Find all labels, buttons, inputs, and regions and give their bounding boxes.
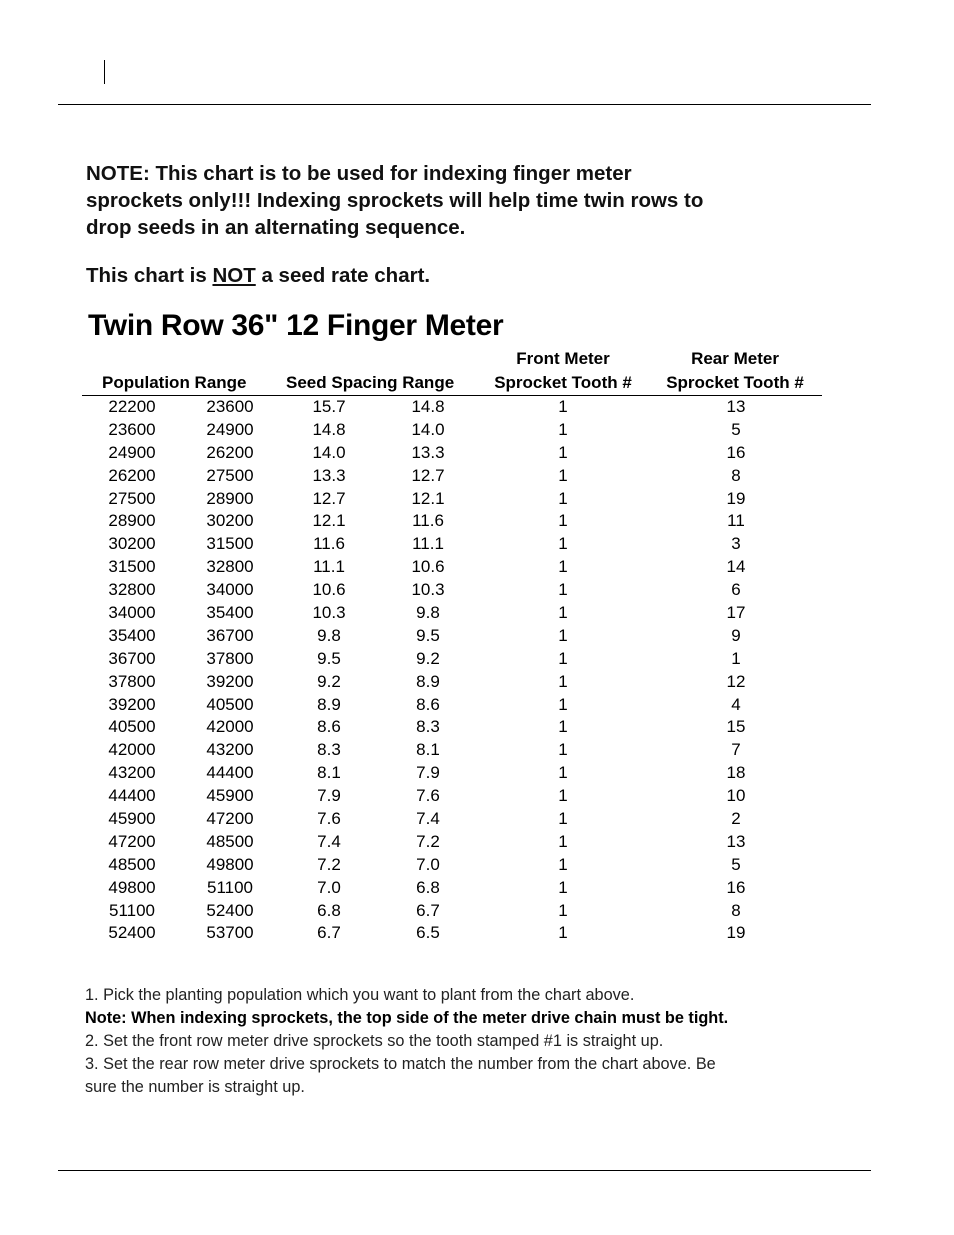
cell-population-high: 37800 (206, 648, 254, 668)
cell-front-tooth: 1 (558, 854, 568, 874)
cell-population-high: 53700 (206, 923, 254, 943)
cell-spacing-low: 9.5 (416, 625, 440, 645)
header-tick (104, 60, 105, 84)
table-row (0, 900, 954, 923)
cell-population-high: 31500 (206, 534, 254, 554)
cell-population-low: 28900 (108, 511, 156, 531)
cell-front-tooth: 1 (558, 603, 568, 623)
cell-population-high: 49800 (206, 854, 254, 874)
cell-population-low: 36700 (108, 648, 156, 668)
cell-population-low: 45900 (108, 809, 156, 829)
seed-rate-pre: This chart is (86, 264, 213, 287)
cell-rear-tooth: 19 (726, 923, 746, 943)
cell-population-high: 42000 (206, 717, 254, 737)
cell-population-low: 44400 (108, 786, 156, 806)
cell-population-high: 52400 (206, 900, 254, 920)
cell-population-low: 31500 (108, 557, 156, 577)
cell-spacing-low: 6.7 (416, 900, 440, 920)
cell-front-tooth: 1 (558, 557, 568, 577)
cell-population-low: 48500 (108, 854, 156, 874)
footer-rule (58, 1170, 871, 1171)
cell-spacing-low: 9.2 (416, 648, 440, 668)
cell-rear-tooth: 3 (731, 534, 741, 554)
cell-population-high: 47200 (206, 809, 254, 829)
table-row (0, 556, 954, 579)
cell-population-high: 44400 (206, 763, 254, 783)
cell-population-high: 28900 (206, 488, 254, 508)
cell-population-low: 42000 (108, 740, 156, 760)
cell-spacing-high: 7.6 (317, 809, 341, 829)
table-row (0, 533, 954, 556)
cell-spacing-high: 12.1 (312, 511, 346, 531)
table-row (0, 854, 954, 877)
table-row (0, 922, 954, 945)
cell-spacing-low: 14.0 (411, 419, 445, 439)
header-population-range: Population Range (102, 373, 247, 392)
cell-population-high: 34000 (206, 580, 254, 600)
table-row (0, 419, 954, 442)
cell-spacing-low: 8.3 (416, 717, 440, 737)
cell-spacing-high: 7.4 (317, 831, 341, 851)
cell-population-low: 51100 (108, 900, 155, 920)
cell-population-high: 45900 (206, 786, 254, 806)
cell-spacing-low: 14.8 (411, 397, 445, 416)
cell-population-low: 52400 (108, 923, 156, 943)
cell-rear-tooth: 8 (731, 900, 741, 920)
cell-spacing-high: 10.6 (312, 580, 346, 600)
cell-spacing-high: 9.8 (317, 625, 341, 645)
chart-title: Twin Row 36" 12 Finger Meter (88, 309, 504, 342)
cell-population-low: 23600 (108, 419, 156, 439)
cell-rear-tooth: 15 (726, 717, 746, 737)
cell-rear-tooth: 6 (731, 580, 741, 600)
table-row (0, 785, 954, 808)
cell-spacing-high: 9.5 (317, 648, 341, 668)
cell-spacing-low: 7.0 (416, 854, 440, 874)
cell-rear-tooth: 5 (731, 419, 741, 439)
cell-spacing-high: 8.3 (317, 740, 341, 760)
cell-spacing-high: 14.0 (312, 442, 346, 462)
cell-spacing-low: 7.6 (416, 786, 440, 806)
header-rear-sprocket-tooth: Sprocket Tooth # (666, 373, 804, 392)
cell-front-tooth: 1 (558, 786, 568, 806)
cell-spacing-low: 7.2 (416, 831, 440, 851)
cell-front-tooth: 1 (558, 877, 568, 897)
table-row (0, 877, 954, 900)
cell-population-high: 27500 (206, 465, 254, 485)
cell-spacing-high: 8.1 (317, 763, 341, 783)
table-body (0, 396, 954, 945)
cell-front-tooth: 1 (558, 648, 568, 668)
cell-population-low: 32800 (108, 580, 156, 600)
table-row (0, 739, 954, 762)
cell-spacing-high: 6.7 (317, 923, 341, 943)
cell-front-tooth: 1 (558, 740, 568, 760)
table-row (0, 671, 954, 694)
cell-spacing-high: 10.3 (312, 603, 346, 623)
cell-population-high: 35400 (206, 603, 254, 623)
cell-spacing-low: 7.4 (416, 809, 440, 829)
cell-spacing-high: 8.9 (317, 694, 341, 714)
instruction-step-1: 1. Pick the planting population which you want to plant from the chart above. (85, 986, 635, 1004)
table-row (0, 510, 954, 533)
cell-rear-tooth: 18 (726, 763, 746, 783)
table-row (0, 694, 954, 717)
cell-population-low: 47200 (108, 831, 156, 851)
cell-rear-tooth: 17 (726, 603, 746, 623)
cell-spacing-high: 13.3 (312, 465, 346, 485)
cell-rear-tooth: 13 (726, 831, 746, 851)
cell-rear-tooth: 16 (726, 877, 746, 897)
cell-rear-tooth: 13 (726, 397, 746, 416)
cell-spacing-low: 12.1 (411, 488, 445, 508)
cell-rear-tooth: 8 (731, 465, 741, 485)
header-front-sprocket-tooth: Sprocket Tooth # (494, 373, 632, 392)
instruction-step-3: 3. Set the rear row meter drive sprockets to match the number from the chart above. Be (85, 1055, 716, 1073)
cell-rear-tooth: 19 (726, 488, 746, 508)
cell-rear-tooth: 10 (726, 786, 746, 806)
cell-spacing-low: 13.3 (411, 442, 445, 462)
table-row (0, 579, 954, 602)
table-row (0, 716, 954, 739)
table-row (0, 762, 954, 785)
cell-spacing-low: 9.8 (416, 603, 440, 623)
cell-spacing-low: 7.9 (416, 763, 440, 783)
cell-spacing-low: 10.3 (411, 580, 445, 600)
cell-spacing-low: 12.7 (411, 465, 445, 485)
note-block (86, 160, 786, 241)
cell-population-high: 36700 (206, 625, 254, 645)
note-line-1: NOTE: This chart is to be used for indexing finger meter (86, 162, 632, 185)
cell-front-tooth: 1 (558, 488, 568, 508)
cell-rear-tooth: 2 (731, 809, 741, 829)
cell-population-low: 26200 (108, 465, 156, 485)
table-row (0, 602, 954, 625)
cell-front-tooth: 1 (558, 580, 568, 600)
cell-spacing-high: 7.0 (317, 877, 341, 897)
cell-population-low: 49800 (108, 877, 156, 897)
note-line-3: drop seeds in an alternating sequence. (86, 216, 466, 239)
cell-spacing-high: 11.6 (313, 534, 345, 554)
cell-front-tooth: 1 (558, 534, 568, 554)
cell-population-high: 26200 (206, 442, 254, 462)
cell-front-tooth: 1 (558, 511, 568, 531)
cell-front-tooth: 1 (558, 923, 568, 943)
cell-population-high: 48500 (206, 831, 254, 851)
seed-rate-note (86, 262, 430, 289)
note-line-2: sprockets only!!! Indexing sprockets will help time twin rows to (86, 189, 704, 212)
table-row (0, 465, 954, 488)
seed-rate-not: NOT (212, 264, 256, 287)
table-row (0, 808, 954, 831)
cell-front-tooth: 1 (558, 694, 568, 714)
cell-population-low: 22200 (108, 397, 156, 416)
cell-spacing-low: 8.9 (416, 671, 440, 691)
cell-rear-tooth: 14 (726, 557, 746, 577)
cell-front-tooth: 1 (558, 900, 568, 920)
seed-rate-post: a seed rate chart. (255, 264, 431, 287)
cell-spacing-high: 14.8 (312, 419, 346, 439)
cell-spacing-high: 7.2 (317, 854, 341, 874)
cell-front-tooth: 1 (558, 831, 568, 851)
cell-spacing-high: 11.1 (313, 557, 345, 577)
cell-population-high: 24900 (206, 419, 254, 439)
table-row (0, 442, 954, 465)
cell-rear-tooth: 7 (731, 740, 741, 760)
header-front-meter: Front Meter (516, 349, 610, 368)
cell-spacing-low: 11.1 (412, 534, 444, 554)
cell-spacing-low: 6.5 (416, 923, 440, 943)
cell-rear-tooth: 12 (726, 671, 746, 691)
cell-population-low: 30200 (108, 534, 156, 554)
cell-population-high: 30200 (206, 511, 254, 531)
cell-spacing-low: 6.8 (416, 877, 440, 897)
cell-spacing-high: 8.6 (317, 717, 341, 737)
instruction-step-3-cont: sure the number is straight up. (85, 1078, 305, 1096)
cell-population-high: 51100 (206, 877, 253, 897)
cell-spacing-high: 12.7 (312, 488, 346, 508)
instructions (85, 984, 835, 1099)
cell-spacing-high: 6.8 (317, 900, 341, 920)
table-row (0, 648, 954, 671)
cell-spacing-high: 9.2 (317, 671, 341, 691)
table-row (0, 625, 954, 648)
cell-front-tooth: 1 (558, 442, 568, 462)
cell-front-tooth: 1 (558, 809, 568, 829)
cell-population-high: 23600 (206, 397, 254, 416)
cell-spacing-low: 8.6 (416, 694, 440, 714)
cell-population-high: 32800 (206, 557, 254, 577)
cell-front-tooth: 1 (558, 465, 568, 485)
cell-front-tooth: 1 (558, 419, 568, 439)
instruction-step-2: 2. Set the front row meter drive sprockets so the tooth stamped #1 is straight up. (85, 1032, 664, 1050)
cell-population-low: 27500 (108, 488, 156, 508)
cell-rear-tooth: 9 (731, 625, 741, 645)
table-row (0, 831, 954, 854)
cell-population-low: 24900 (108, 442, 156, 462)
cell-spacing-high: 15.7 (312, 397, 346, 416)
cell-population-high: 40500 (206, 694, 254, 714)
cell-front-tooth: 1 (558, 625, 568, 645)
instruction-note: Note: When indexing sprockets, the top side of the meter drive chain must be tight. (85, 1009, 729, 1027)
cell-population-low: 39200 (108, 694, 156, 714)
cell-front-tooth: 1 (558, 671, 568, 691)
cell-population-low: 34000 (108, 603, 156, 623)
cell-population-low: 40500 (108, 717, 156, 737)
cell-population-low: 37800 (108, 671, 156, 691)
header-rule (58, 104, 871, 105)
cell-front-tooth: 1 (558, 717, 568, 737)
cell-rear-tooth: 5 (731, 854, 741, 874)
cell-spacing-high: 7.9 (317, 786, 341, 806)
cell-spacing-low: 11.6 (412, 511, 444, 531)
cell-spacing-low: 10.6 (411, 557, 445, 577)
cell-rear-tooth: 4 (731, 694, 741, 714)
cell-spacing-low: 8.1 (416, 740, 440, 760)
cell-rear-tooth: 11 (727, 511, 745, 531)
table-row (0, 396, 954, 419)
cell-population-high: 43200 (206, 740, 254, 760)
header-seed-spacing-range: Seed Spacing Range (286, 373, 455, 392)
cell-population-low: 43200 (108, 763, 156, 783)
header-rear-meter: Rear Meter (691, 349, 779, 368)
table-row (0, 488, 954, 511)
cell-rear-tooth: 1 (731, 648, 741, 668)
cell-population-high: 39200 (206, 671, 254, 691)
cell-rear-tooth: 16 (726, 442, 746, 462)
cell-population-low: 35400 (108, 625, 156, 645)
cell-front-tooth: 1 (558, 397, 568, 416)
cell-front-tooth: 1 (558, 763, 568, 783)
